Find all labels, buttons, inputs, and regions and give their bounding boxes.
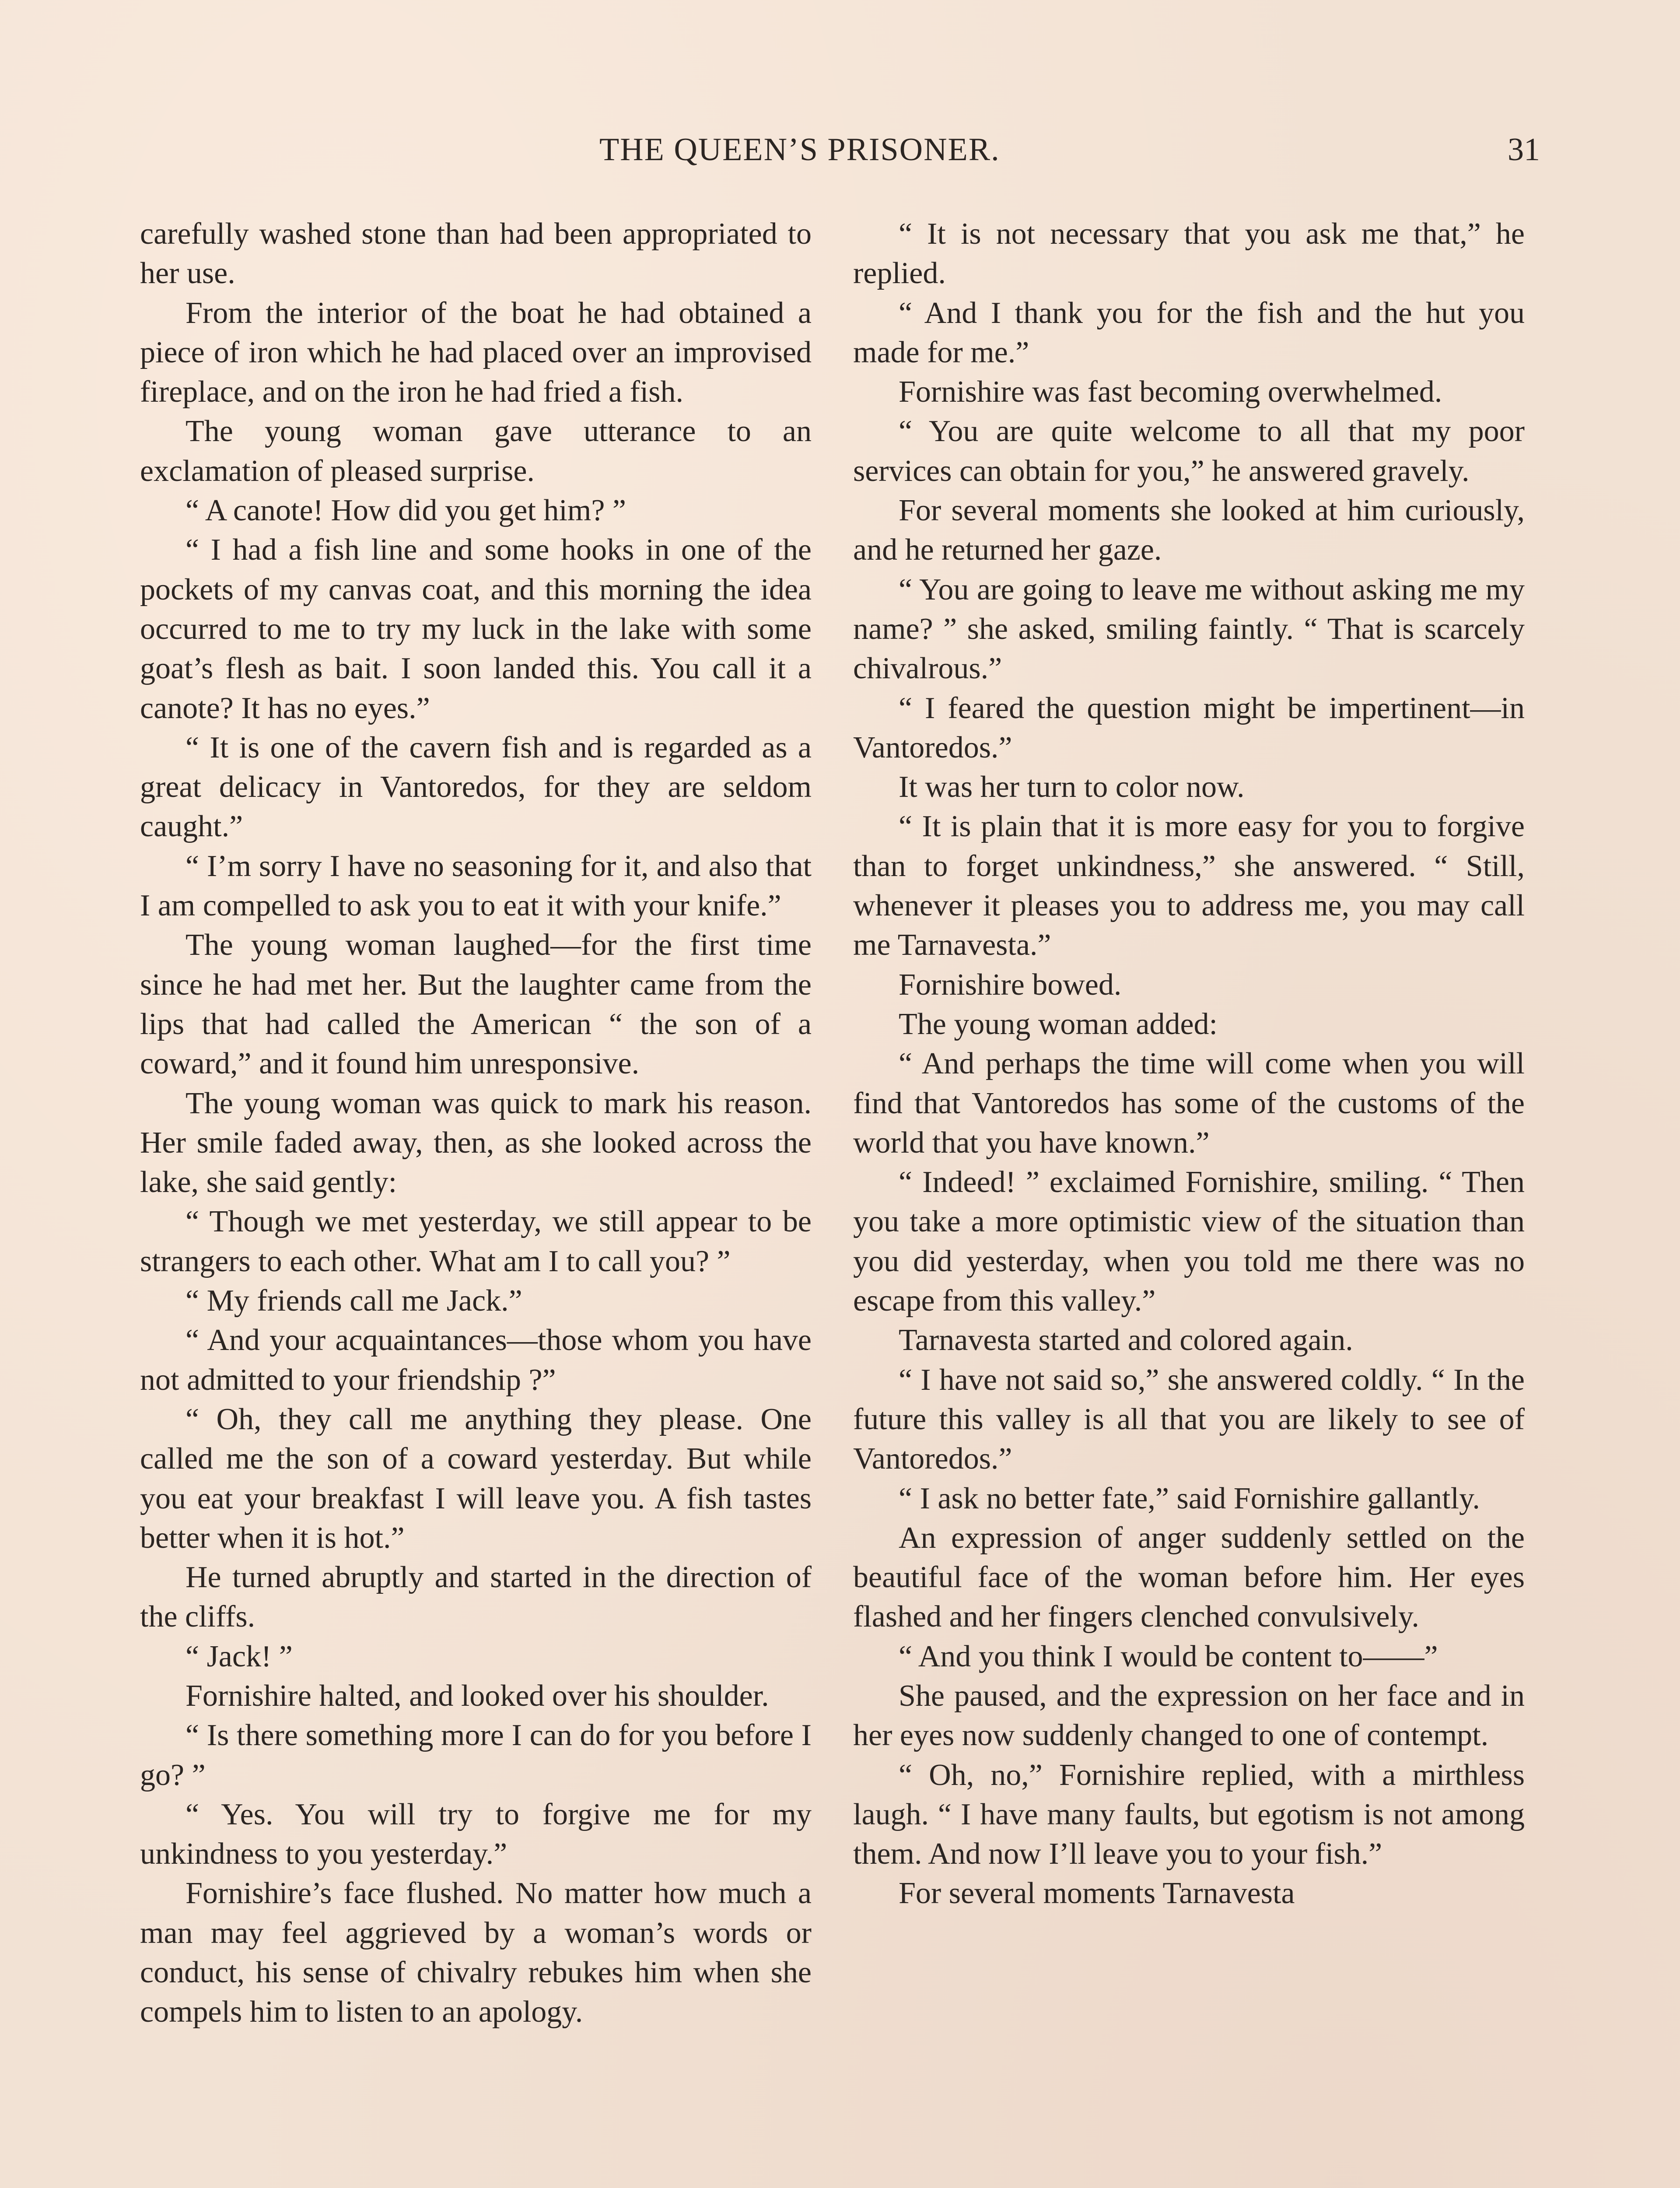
paragraph: “ And your acquaintances—those whom you have not admitted to your friendship ?”: [140, 1323, 812, 1397]
right-text-column: [853, 214, 1525, 2188]
paragraph: For several moments Tarnavesta: [899, 1876, 1295, 1911]
paragraph: “ Yes. You will try to forgive me for my unkindness to you yesterday.”: [140, 1797, 812, 1871]
paragraph: “ And you think I would be content to——”: [899, 1639, 1438, 1673]
paragraph: “ Indeed! ” exclaimed Fornishire, smiling. “ Then you take a more optimistic view of the situation than you did yesterday, when you told me there was no escape from this valley.”: [853, 1165, 1525, 1318]
paragraph: “ It is plain that it is more easy for you to forgive than to forget unkindness,” she answered. “ Still, whenever it pleases you to address me, you may call me Tarnavesta.”: [853, 810, 1525, 962]
paragraph: “ I feared the question might be impertinent—in Vantoredos.”: [853, 691, 1525, 764]
running-header: [140, 131, 1540, 179]
paragraph: Fornishire halted, and looked over his shoulder.: [186, 1679, 769, 1713]
paragraph: “ Oh, they call me anything they please. One called me the son of a coward yesterday. But while you eat your breakfast I will leave you. A fish tastes better when it is hot.”: [140, 1402, 812, 1555]
running-title: THE QUEEN’S PRISONER.: [599, 132, 1000, 168]
paragraph: “ You are quite welcome to all that my poor services can obtain for you,” he answered gravely.: [853, 414, 1525, 488]
paragraph: “ You are going to leave me without asking me my name? ” she asked, smiling faintly. “ That is scarcely chivalrous.”: [853, 572, 1525, 686]
paragraph: She paused, and the expression on her face and in her eyes now suddenly changed to one of contempt.: [853, 1679, 1525, 1753]
paragraph: For several moments she looked at him curiously, and he returned her gaze.: [853, 494, 1525, 567]
paragraph: The young woman added:: [899, 1007, 1218, 1041]
paragraph: “ Though we met yesterday, we still appear to be strangers to each other. What am I to call you? ”: [140, 1205, 812, 1278]
paragraph: The young woman laughed—for the first time since he had met her. But the laughter came from the lips that had called the American “ the son of a coward,” and it found him unresponsive.: [140, 928, 812, 1081]
paragraph: carefully washed stone than had been appropriated to her use.: [140, 217, 812, 291]
paragraph: The young woman was quick to mark his reason. Her smile faded away, then, as she looked across the lake, she said gently:: [140, 1086, 812, 1199]
paragraph: The young woman gave utterance to an exclamation of pleased surprise.: [140, 414, 812, 488]
paragraph: Tarnavesta started and colored again.: [899, 1323, 1353, 1357]
paragraph: An expression of anger suddenly settled on the beautiful face of the woman before him. Her eyes flashed and her fingers clenched convulsively.: [853, 1521, 1525, 1634]
paragraph: He turned abruptly and started in the direction of the cliffs.: [140, 1560, 812, 1634]
paragraph: “ And perhaps the time will come when you will find that Vantoredos has some of the customs of the world that you have known.”: [853, 1047, 1525, 1160]
paragraph: “ I ask no better fate,” said Fornishire gallantly.: [899, 1481, 1480, 1515]
paragraph: “ Is there something more I can do for you before I go? ”: [140, 1718, 812, 1792]
paragraph: Fornishire was fast becoming overwhelmed.: [899, 375, 1442, 409]
paragraph: “ I have not said so,” she answered coldly. “ In the future this valley is all that you are likely to see of Vantoredos.”: [853, 1363, 1525, 1476]
paragraph: “ And I thank you for the fish and the hut you made for me.”: [853, 296, 1525, 369]
paragraph: “ A canote! How did you get him? ”: [186, 494, 626, 528]
paragraph: From the interior of the boat he had obtained a piece of iron which he had placed over an improvised fireplace, and on the iron he had fried a fish.: [140, 296, 812, 409]
paragraph: Fornishire’s face flushed. No matter how much a man may feel aggrieved by a woman’s words or conduct, his sense of chivalry rebukes him when she compels him to listen to an apology.: [140, 1876, 812, 2029]
paragraph: It was her turn to color now.: [899, 770, 1245, 804]
paragraph: “ Jack! ”: [186, 1639, 293, 1673]
paragraph: “ Oh, no,” Fornishire replied, with a mirthless laugh. “ I have many faults, but egotism is not among them. And now I’ll leave you to your fish.”: [853, 1758, 1525, 1871]
paragraph: Fornishire bowed.: [899, 968, 1122, 1002]
paragraph: “ It is not necessary that you ask me that,” he replied.: [853, 217, 1525, 291]
paragraph: “ My friends call me Jack.”: [186, 1284, 522, 1318]
left-text-column: [140, 214, 812, 2188]
paragraph: “ It is one of the cavern fish and is regarded as a great delicacy in Vantoredos, for they are seldom caught.”: [140, 730, 812, 844]
paragraph: “ I’m sorry I have no seasoning for it, and also that I am compelled to ask you to eat it with your knife.”: [140, 849, 812, 923]
page-number: 31: [1508, 132, 1540, 168]
paragraph: “ I had a fish line and some hooks in one of the pockets of my canvas coat, and this morning the idea occurred to me to try my luck in the lake with some goat’s flesh as bait. I soon landed this. You call it a canote? It has no eyes.”: [140, 533, 812, 725]
